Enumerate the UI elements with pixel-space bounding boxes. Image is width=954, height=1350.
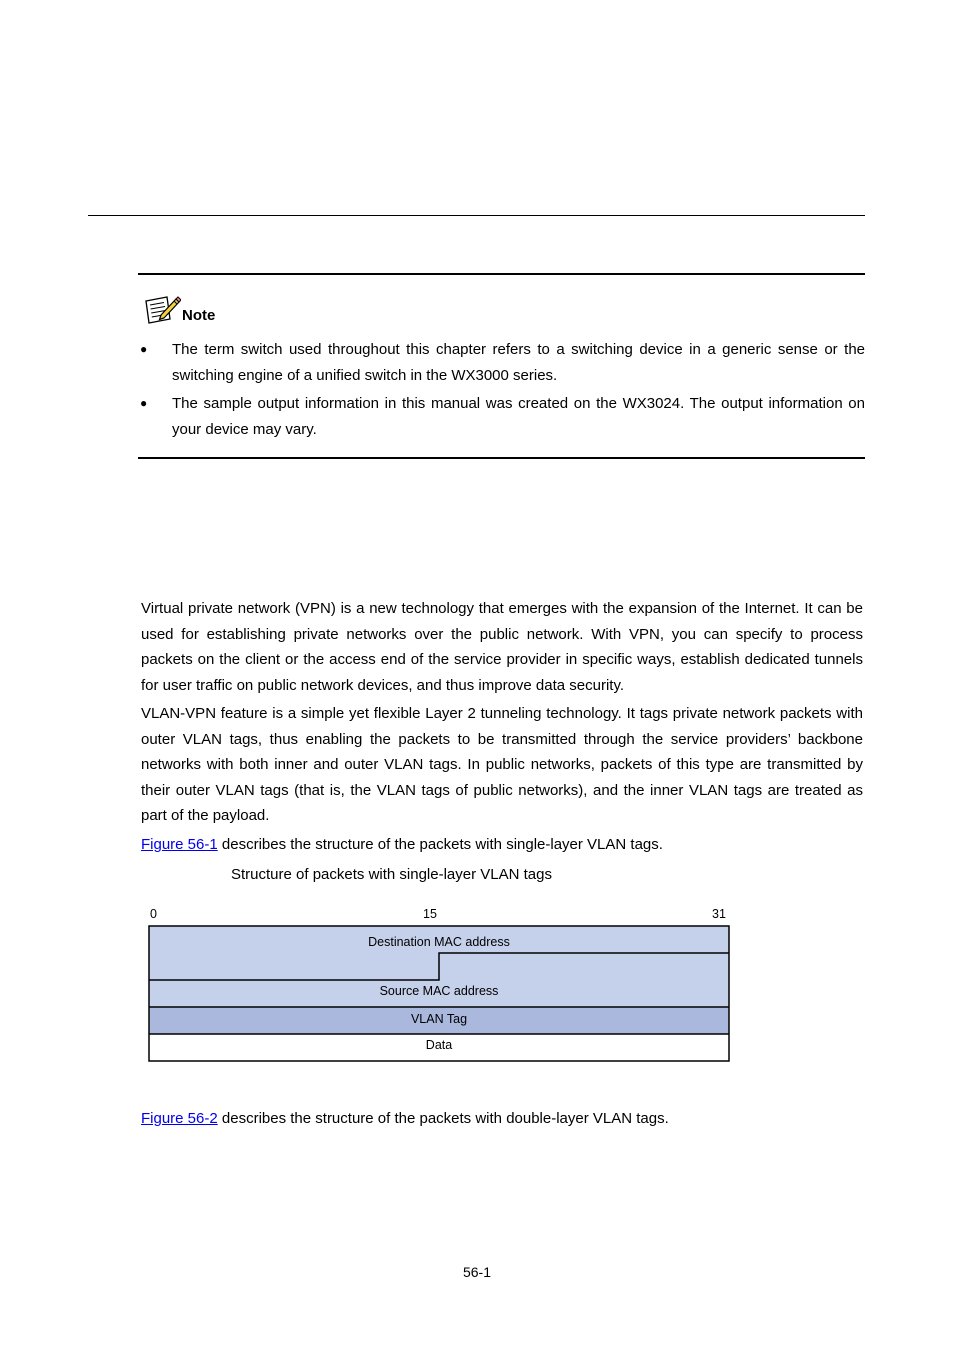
figure-56-2-link[interactable]: Figure 56-2 (141, 1110, 218, 1127)
destination-mac-label: Destination MAC address (368, 935, 510, 949)
note-item-text: The term switch used throughout this chapter refers to a switching device in a generic sense or the switching engine of a unified switch in the WX3000 series. (172, 341, 865, 384)
bullet-icon: ● (140, 396, 148, 410)
note-item (138, 391, 865, 442)
vlan-tag-label: VLAN Tag (410, 1012, 468, 1026)
note-item-text: The sample output information in this manual was created on the WX3024. The output information on your device may vary. (172, 395, 865, 438)
paragraph-figure-56-2-ref (141, 1106, 863, 1132)
paragraph-text: describes the structure of the packets with single-layer VLAN tags. (217, 836, 663, 853)
top-rule (88, 215, 865, 216)
figure-56-1-link[interactable]: Figure 56-1 (141, 836, 218, 853)
data-label: Data (425, 1038, 453, 1052)
note-item (138, 337, 865, 388)
note-box (138, 273, 865, 459)
paragraph-text: describes the structure of the packets with double-layer VLAN tags. (217, 1110, 669, 1127)
paragraph-figure-56-1-ref (141, 832, 863, 858)
paragraph-vlan-vpn: VLAN-VPN feature is a simple yet flexible Layer 2 tunneling technology. It tags private network packets with outer VLAN tags, thus enabling the packets to be transmitted through the service providers’ backbone networks with both inner and outer VLAN tags. In public networks, packets of this type are transmitted by their outer VLAN tags (that is, the VLAN tags of public networks), and the inner VLAN tags are treated as part of the payload. (141, 705, 863, 824)
page-number: 56-1 (462, 1264, 492, 1280)
note-pencil-icon (143, 293, 181, 325)
paragraph-vpn-intro: Virtual private network (VPN) is a new technology that emerges with the expansion of the Internet. It can be used for establishing private networks over the public network. With VPN, you can specify to process packets on the client or the access end of the service provider in specific ways, establish dedicated tunnels for user traffic on public network devices, and thus improve data security. (141, 600, 863, 694)
bit-label-15: 15 (423, 907, 437, 921)
bullet-icon: ● (140, 342, 148, 356)
note-list (138, 337, 865, 445)
bit-label-0: 0 (150, 907, 157, 921)
figure-caption: Structure of packets with single-layer VLAN tags (231, 866, 552, 883)
source-mac-label: Source MAC address (379, 984, 499, 998)
bit-label-31: 31 (712, 907, 726, 921)
note-title: Note (182, 307, 216, 324)
